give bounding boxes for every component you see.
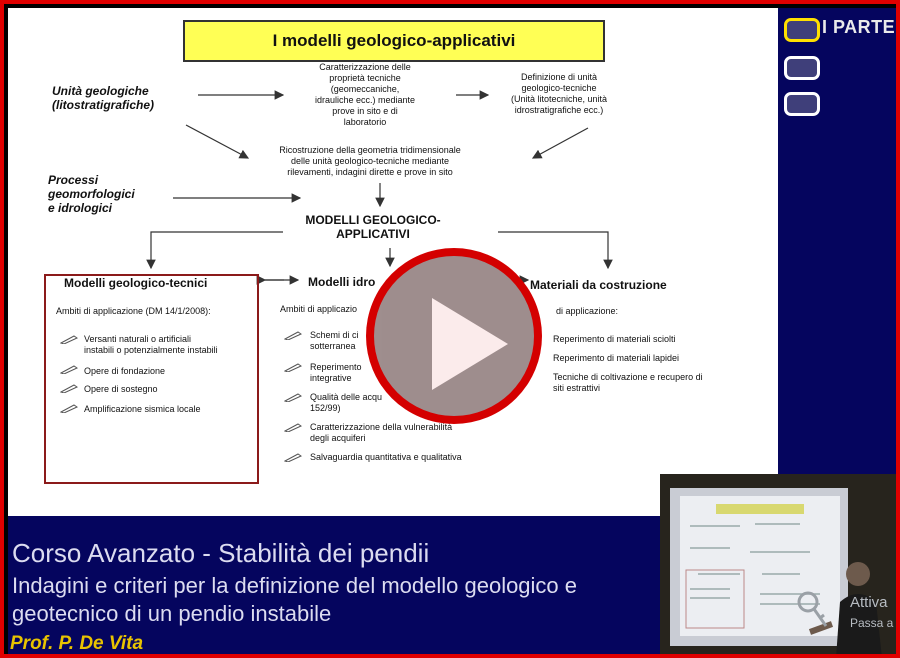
- col1-item: Versanti naturali o artificiali instabili o potenzialmente instabili: [84, 334, 218, 355]
- col1-item: Opere di fondazione: [84, 366, 166, 376]
- col1-header: Modelli geologico-tecnici: [64, 276, 208, 290]
- part-label: I PARTE: [822, 17, 896, 37]
- professor-name: Prof. P. De Vita: [10, 633, 144, 654]
- col3-item: Tecniche di coltivazione e recupero di siti estrattivi: [553, 372, 703, 393]
- watermark-line1: Attiva: [850, 594, 888, 611]
- pencil-icon: [284, 452, 302, 462]
- nav-part-1-button[interactable]: [784, 18, 820, 42]
- processes-label: Processi geomorfologici e idrologici: [48, 173, 135, 215]
- pencil-icon: [60, 383, 78, 393]
- nav-part-2-button[interactable]: [784, 56, 820, 80]
- col2-header: Modelli idro: [308, 275, 376, 289]
- col2-item: Schemi di ci sotterranea: [310, 330, 359, 351]
- lecture-title: Indagini e criteri per la definizione del modello geologico e geotecnico di un pendio instabile: [12, 573, 578, 626]
- pencil-icon: [284, 392, 302, 402]
- sidebar: [778, 8, 900, 516]
- col2-item: Qualità delle acqu 152/99): [310, 392, 383, 413]
- nav-part-3-button[interactable]: [784, 92, 820, 116]
- caption-bar: [8, 516, 660, 658]
- col3-ambits: di applicazione:: [556, 306, 619, 316]
- reconstruction-text: Ricostruzione della geometria tridimensionale delle unità geologico-tecniche mediante rilevamenti, indagini dirette e prove in sito: [279, 145, 461, 177]
- models-label: MODELLI GEOLOGICO- APPLICATIVI: [305, 213, 441, 241]
- activation-watermark: [796, 588, 900, 638]
- play-button[interactable]: [366, 248, 542, 424]
- col3-item: Reperimento di materiali sciolti: [553, 334, 676, 344]
- pencil-icon: [60, 364, 78, 374]
- col1-ambits: Ambiti di applicazione (DM 14/1/2008):: [56, 306, 211, 316]
- col2-ambits: Ambiti di applicazio: [280, 304, 358, 314]
- pencil-icon: [60, 334, 78, 344]
- col3-header: Materiali da costruzione: [530, 278, 667, 292]
- play-icon: [432, 298, 508, 390]
- col2-item: Reperimento integrative: [310, 362, 362, 383]
- pencil-icon: [284, 422, 302, 432]
- pencil-icon: [284, 362, 302, 372]
- pencil-icon: [284, 330, 302, 340]
- units-label: Unità geologiche (litostratigrafiche): [52, 84, 155, 112]
- col3-item: Reperimento di materiali lapidei: [553, 353, 680, 363]
- course-title: Corso Avanzato - Stabilità dei pendii: [12, 538, 430, 568]
- key-icon: [796, 590, 830, 630]
- pencil-icon: [60, 403, 78, 413]
- definition-text: Definizione di unità geologico-tecniche (Unità litotecniche, unità idrostratigrafiche ecc.): [510, 72, 608, 115]
- col2-item: Salvaguardia quantitativa e qualitativa: [310, 452, 462, 462]
- col2-item: Caratterizzazione della vulnerabilità degli acquiferi: [310, 422, 453, 443]
- col1-item: Opere di sostegno: [84, 384, 158, 394]
- slide: [8, 8, 778, 516]
- characterization-text: Caratterizzazione delle proprietà tecniche (geomeccaniche, idrauliche ecc.) mediante prove in sito e di laboratorio: [314, 62, 416, 127]
- play-button-inner: [374, 256, 534, 416]
- slide-title: I modelli geologico-applicativi: [183, 20, 605, 62]
- col1-item: Amplificazione sismica locale: [84, 404, 201, 414]
- watermark-line2: Passa a: [850, 616, 894, 630]
